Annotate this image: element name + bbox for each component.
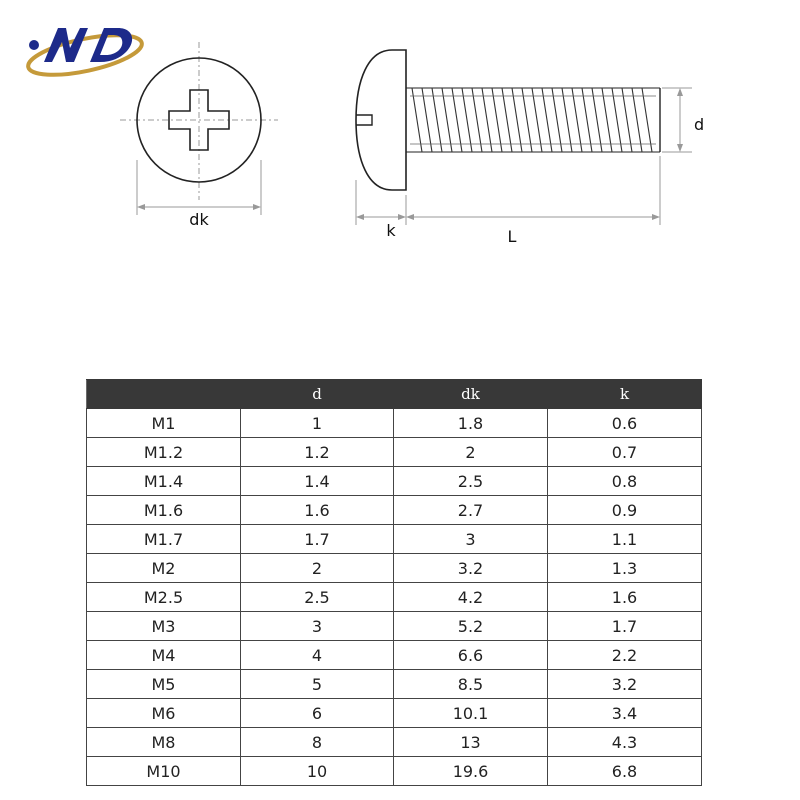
cell-d: 1.6: [241, 496, 394, 525]
cell-dk: 2.5: [394, 467, 548, 496]
table-row: [87, 496, 702, 525]
cell-k: 0.7: [548, 438, 702, 467]
d-label: d: [694, 115, 705, 134]
cell-dk: 10.1: [394, 699, 548, 728]
cell-k: 3.4: [548, 699, 702, 728]
table-row: [87, 409, 702, 438]
cell-size: M1.7: [87, 525, 241, 554]
cell-size: M3: [87, 612, 241, 641]
cell-dk: 4.2: [394, 583, 548, 612]
cell-size: M1.2: [87, 438, 241, 467]
cell-size: M1.4: [87, 467, 241, 496]
cell-k: 4.3: [548, 728, 702, 757]
table-header-row: [87, 380, 702, 409]
screw-side-view: [356, 50, 704, 246]
table-row: [87, 467, 702, 496]
table-row: [87, 612, 702, 641]
header-size: [87, 380, 241, 409]
table-row: [87, 438, 702, 467]
cell-k: 1.3: [548, 554, 702, 583]
table-row: [87, 641, 702, 670]
k-label: k: [386, 221, 396, 240]
cell-k: 0.9: [548, 496, 702, 525]
cell-size: M10: [87, 757, 241, 786]
table-body: [87, 409, 702, 786]
brand-logo-icon: [25, 27, 145, 82]
cell-dk: 2.7: [394, 496, 548, 525]
cell-size: M4: [87, 641, 241, 670]
header-k: k: [548, 380, 702, 409]
cell-size: M6: [87, 699, 241, 728]
cell-dk: 8.5: [394, 670, 548, 699]
cell-dk: 1.8: [394, 409, 548, 438]
cell-k: 2.2: [548, 641, 702, 670]
cell-d: 1: [241, 409, 394, 438]
cell-size: M2.5: [87, 583, 241, 612]
cell-k: 6.8: [548, 757, 702, 786]
table-row: [87, 525, 702, 554]
head-top-view: [120, 42, 278, 229]
cell-k: 0.8: [548, 467, 702, 496]
cell-d: 5: [241, 670, 394, 699]
cell-size: M2: [87, 554, 241, 583]
cell-dk: 3.2: [394, 554, 548, 583]
cell-dk: 13: [394, 728, 548, 757]
cell-d: 3: [241, 612, 394, 641]
header-dk: dk: [394, 380, 548, 409]
cell-dk: 6.6: [394, 641, 548, 670]
dk-label: dk: [189, 210, 209, 229]
screw-diagram: [0, 0, 800, 300]
table-row: [87, 670, 702, 699]
thread-lines: [410, 88, 656, 152]
cell-size: M5: [87, 670, 241, 699]
cell-k: 1.1: [548, 525, 702, 554]
cell-d: 1.7: [241, 525, 394, 554]
cell-d: 1.2: [241, 438, 394, 467]
cell-d: 2: [241, 554, 394, 583]
cell-dk: 3: [394, 525, 548, 554]
cell-d: 6: [241, 699, 394, 728]
cell-k: 0.6: [548, 409, 702, 438]
cell-k: 3.2: [548, 670, 702, 699]
cell-size: M1.6: [87, 496, 241, 525]
cell-d: 4: [241, 641, 394, 670]
cell-size: M1: [87, 409, 241, 438]
cell-dk: 19.6: [394, 757, 548, 786]
cell-d: 2.5: [241, 583, 394, 612]
header-d: d: [241, 380, 394, 409]
cell-d: 8: [241, 728, 394, 757]
cell-dk: 5.2: [394, 612, 548, 641]
table-row: [87, 583, 702, 612]
screw-spec-table: [86, 379, 702, 786]
cell-k: 1.6: [548, 583, 702, 612]
cell-size: M8: [87, 728, 241, 757]
cell-d: 10: [241, 757, 394, 786]
table-row: [87, 728, 702, 757]
cell-d: 1.4: [241, 467, 394, 496]
table-row: [87, 699, 702, 728]
cell-k: 1.7: [548, 612, 702, 641]
table-row: [87, 757, 702, 786]
L-label: L: [507, 227, 517, 246]
table-row: [87, 554, 702, 583]
cell-dk: 2: [394, 438, 548, 467]
